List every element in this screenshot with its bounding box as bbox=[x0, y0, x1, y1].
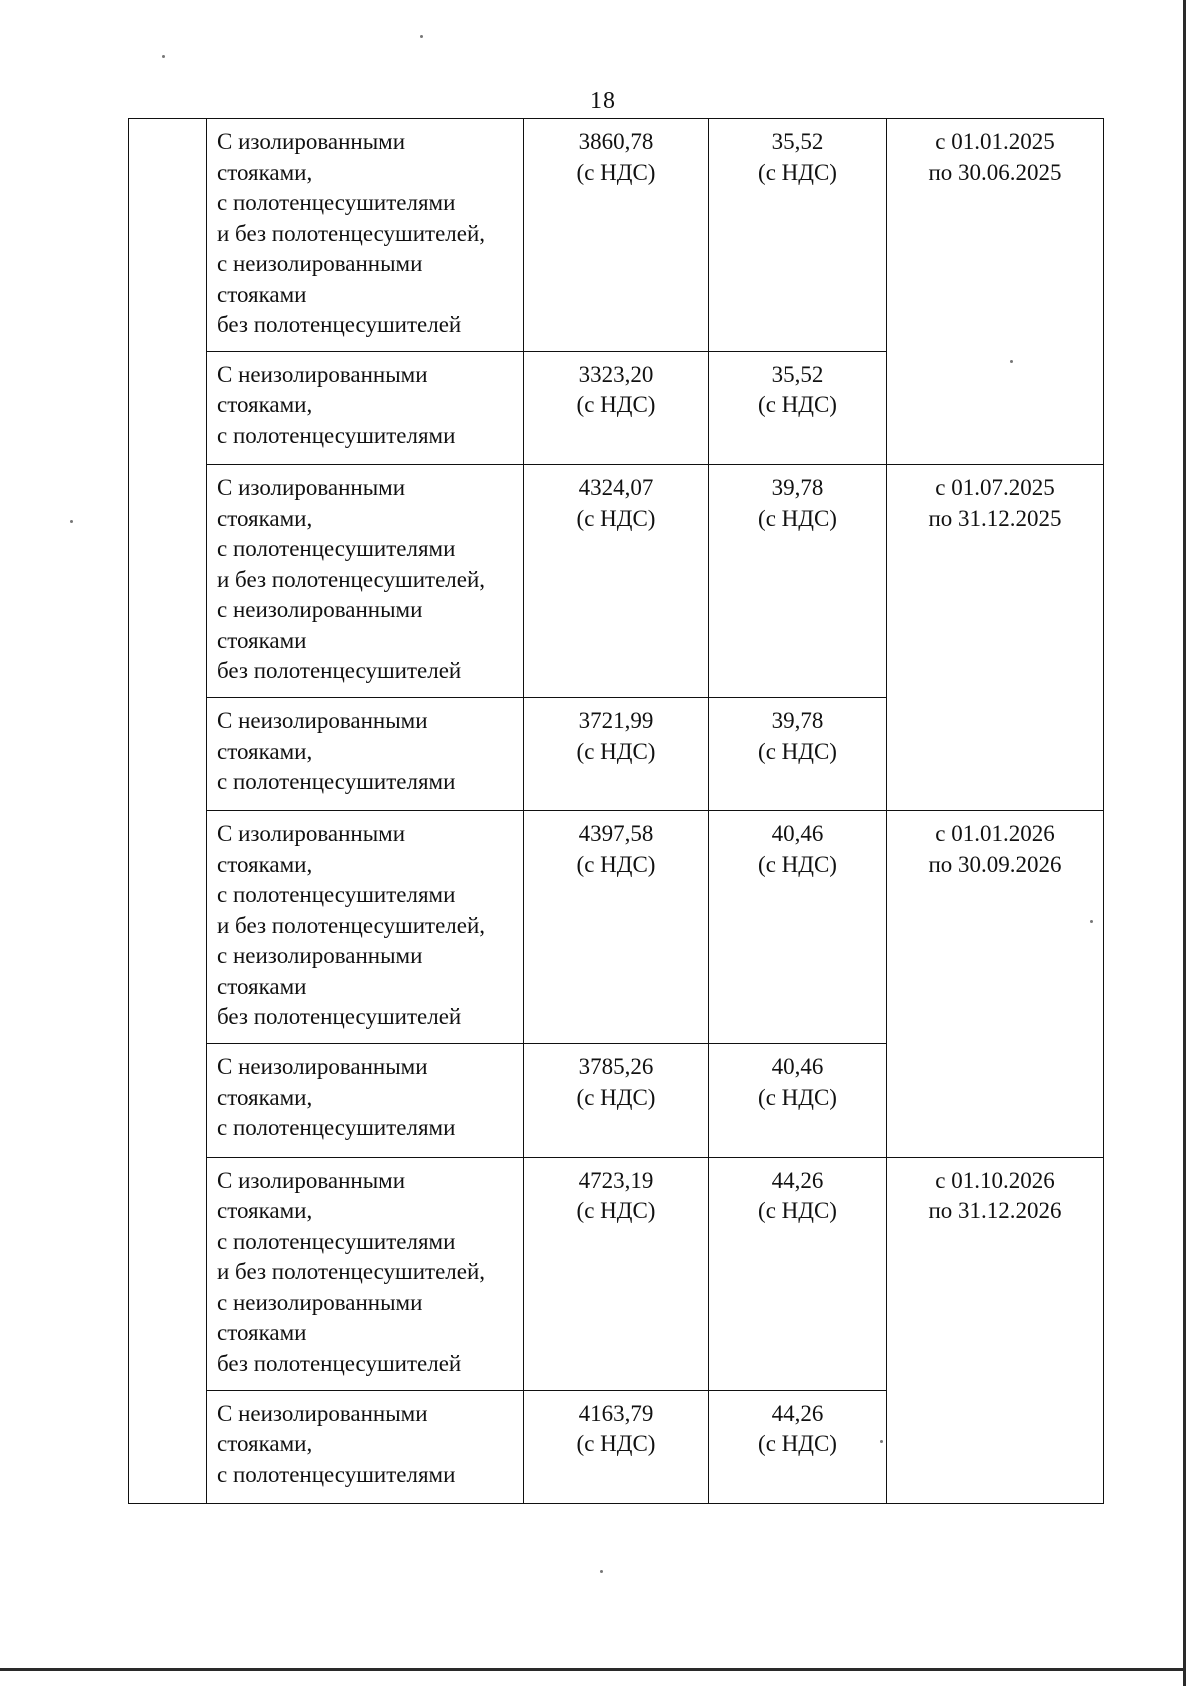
norm-cell bbox=[709, 1390, 887, 1503]
norm-value: 44,26 bbox=[771, 1167, 824, 1193]
norm-vat-note: (с НДС) bbox=[758, 1431, 837, 1457]
scan-speck bbox=[70, 520, 73, 523]
norm-value: 39,78 bbox=[771, 708, 824, 734]
price-vat-note: (с НДС) bbox=[576, 505, 656, 531]
tariff-table bbox=[128, 118, 1104, 1504]
blank-column bbox=[129, 119, 207, 1504]
price-cell bbox=[524, 465, 709, 698]
period-from: с 01.01.2025 bbox=[935, 129, 1055, 154]
table-row bbox=[129, 119, 1104, 352]
price-vat-note: (с НДС) bbox=[576, 159, 656, 185]
scan-speck bbox=[600, 1570, 603, 1573]
norm-cell bbox=[709, 465, 887, 698]
price-cell bbox=[524, 1390, 709, 1503]
price-cell bbox=[524, 351, 709, 464]
norm-value: 35,52 bbox=[771, 129, 824, 154]
row-description: С изолированными стояками, с полотенцесушителями и без полотенцесушителей, с неизолированными стояками без полотенцесушителей bbox=[207, 1157, 524, 1390]
period-to: по 30.06.2025 bbox=[928, 159, 1062, 185]
scan-edge-bottom bbox=[0, 1668, 1186, 1671]
norm-value: 40,46 bbox=[771, 821, 824, 847]
table-row bbox=[129, 465, 1104, 698]
norm-vat-note: (с НДС) bbox=[758, 1198, 837, 1224]
norm-value: 35,52 bbox=[771, 361, 824, 387]
norm-vat-note: (с НДС) bbox=[758, 851, 837, 877]
norm-vat-note: (с НДС) bbox=[758, 738, 837, 764]
period-to: по 30.09.2026 bbox=[928, 851, 1062, 877]
price-cell bbox=[524, 119, 709, 352]
period-from: с 01.01.2026 bbox=[935, 821, 1055, 847]
price-value: 3323,20 bbox=[578, 361, 654, 387]
price-value: 4723,19 bbox=[578, 1167, 654, 1193]
price-vat-note: (с НДС) bbox=[576, 1198, 656, 1224]
price-value: 4397,58 bbox=[578, 821, 654, 847]
period-to: по 31.12.2026 bbox=[928, 1198, 1062, 1224]
scan-speck bbox=[162, 55, 165, 58]
price-value: 3860,78 bbox=[578, 129, 654, 154]
page-number: 18 bbox=[590, 88, 616, 114]
row-description: С неизолированными стояками, с полотенцесушителями bbox=[207, 351, 524, 464]
price-value: 3721,99 bbox=[578, 708, 654, 734]
scan-speck bbox=[880, 1440, 883, 1443]
price-cell bbox=[524, 811, 709, 1044]
price-cell bbox=[524, 1157, 709, 1390]
period-cell bbox=[887, 1157, 1104, 1503]
period-cell bbox=[887, 811, 1104, 1157]
price-vat-note: (с НДС) bbox=[576, 1431, 656, 1457]
row-description: С изолированными стояками, с полотенцесушителями и без полотенцесушителей, с неизолированными стояками без полотенцесушителей bbox=[207, 811, 524, 1044]
scan-speck bbox=[420, 35, 423, 38]
norm-value: 40,46 bbox=[771, 1054, 824, 1080]
norm-vat-note: (с НДС) bbox=[758, 392, 837, 418]
table-row bbox=[129, 1157, 1104, 1390]
norm-vat-note: (с НДС) bbox=[758, 1084, 837, 1110]
price-value: 4324,07 bbox=[578, 475, 654, 501]
price-cell bbox=[524, 698, 709, 811]
price-cell bbox=[524, 1044, 709, 1157]
price-vat-note: (с НДС) bbox=[576, 738, 656, 764]
period-to: по 31.12.2025 bbox=[928, 505, 1062, 531]
row-description: С неизолированными стояками, с полотенцесушителями bbox=[207, 1390, 524, 1503]
scan-edge-right bbox=[1183, 0, 1186, 1686]
price-value: 3785,26 bbox=[578, 1054, 654, 1080]
norm-vat-note: (с НДС) bbox=[758, 505, 837, 531]
price-vat-note: (с НДС) bbox=[576, 392, 656, 418]
period-cell bbox=[887, 465, 1104, 811]
price-vat-note: (с НДС) bbox=[576, 851, 656, 877]
norm-cell bbox=[709, 351, 887, 464]
period-from: с 01.07.2025 bbox=[935, 475, 1055, 501]
table-row bbox=[129, 811, 1104, 1044]
row-description: С изолированными стояками, с полотенцесушителями и без полотенцесушителей, с неизолированными стояками без полотенцесушителей bbox=[207, 119, 524, 352]
row-description: С изолированными стояками, с полотенцесушителями и без полотенцесушителей, с неизолированными стояками без полотенцесушителей bbox=[207, 465, 524, 698]
scan-speck bbox=[1010, 360, 1013, 363]
price-vat-note: (с НДС) bbox=[576, 1084, 656, 1110]
norm-value: 44,26 bbox=[771, 1400, 824, 1426]
norm-vat-note: (с НДС) bbox=[758, 159, 837, 185]
period-from: с 01.10.2026 bbox=[935, 1167, 1055, 1193]
row-description: С неизолированными стояками, с полотенцесушителями bbox=[207, 1044, 524, 1157]
price-value: 4163,79 bbox=[578, 1400, 654, 1426]
period-cell bbox=[887, 119, 1104, 465]
norm-cell bbox=[709, 119, 887, 352]
norm-cell bbox=[709, 698, 887, 811]
norm-value: 39,78 bbox=[771, 475, 824, 501]
norm-cell bbox=[709, 1044, 887, 1157]
row-description: С неизолированными стояками, с полотенцесушителями bbox=[207, 698, 524, 811]
norm-cell bbox=[709, 1157, 887, 1390]
scan-speck bbox=[1090, 920, 1093, 923]
norm-cell bbox=[709, 811, 887, 1044]
